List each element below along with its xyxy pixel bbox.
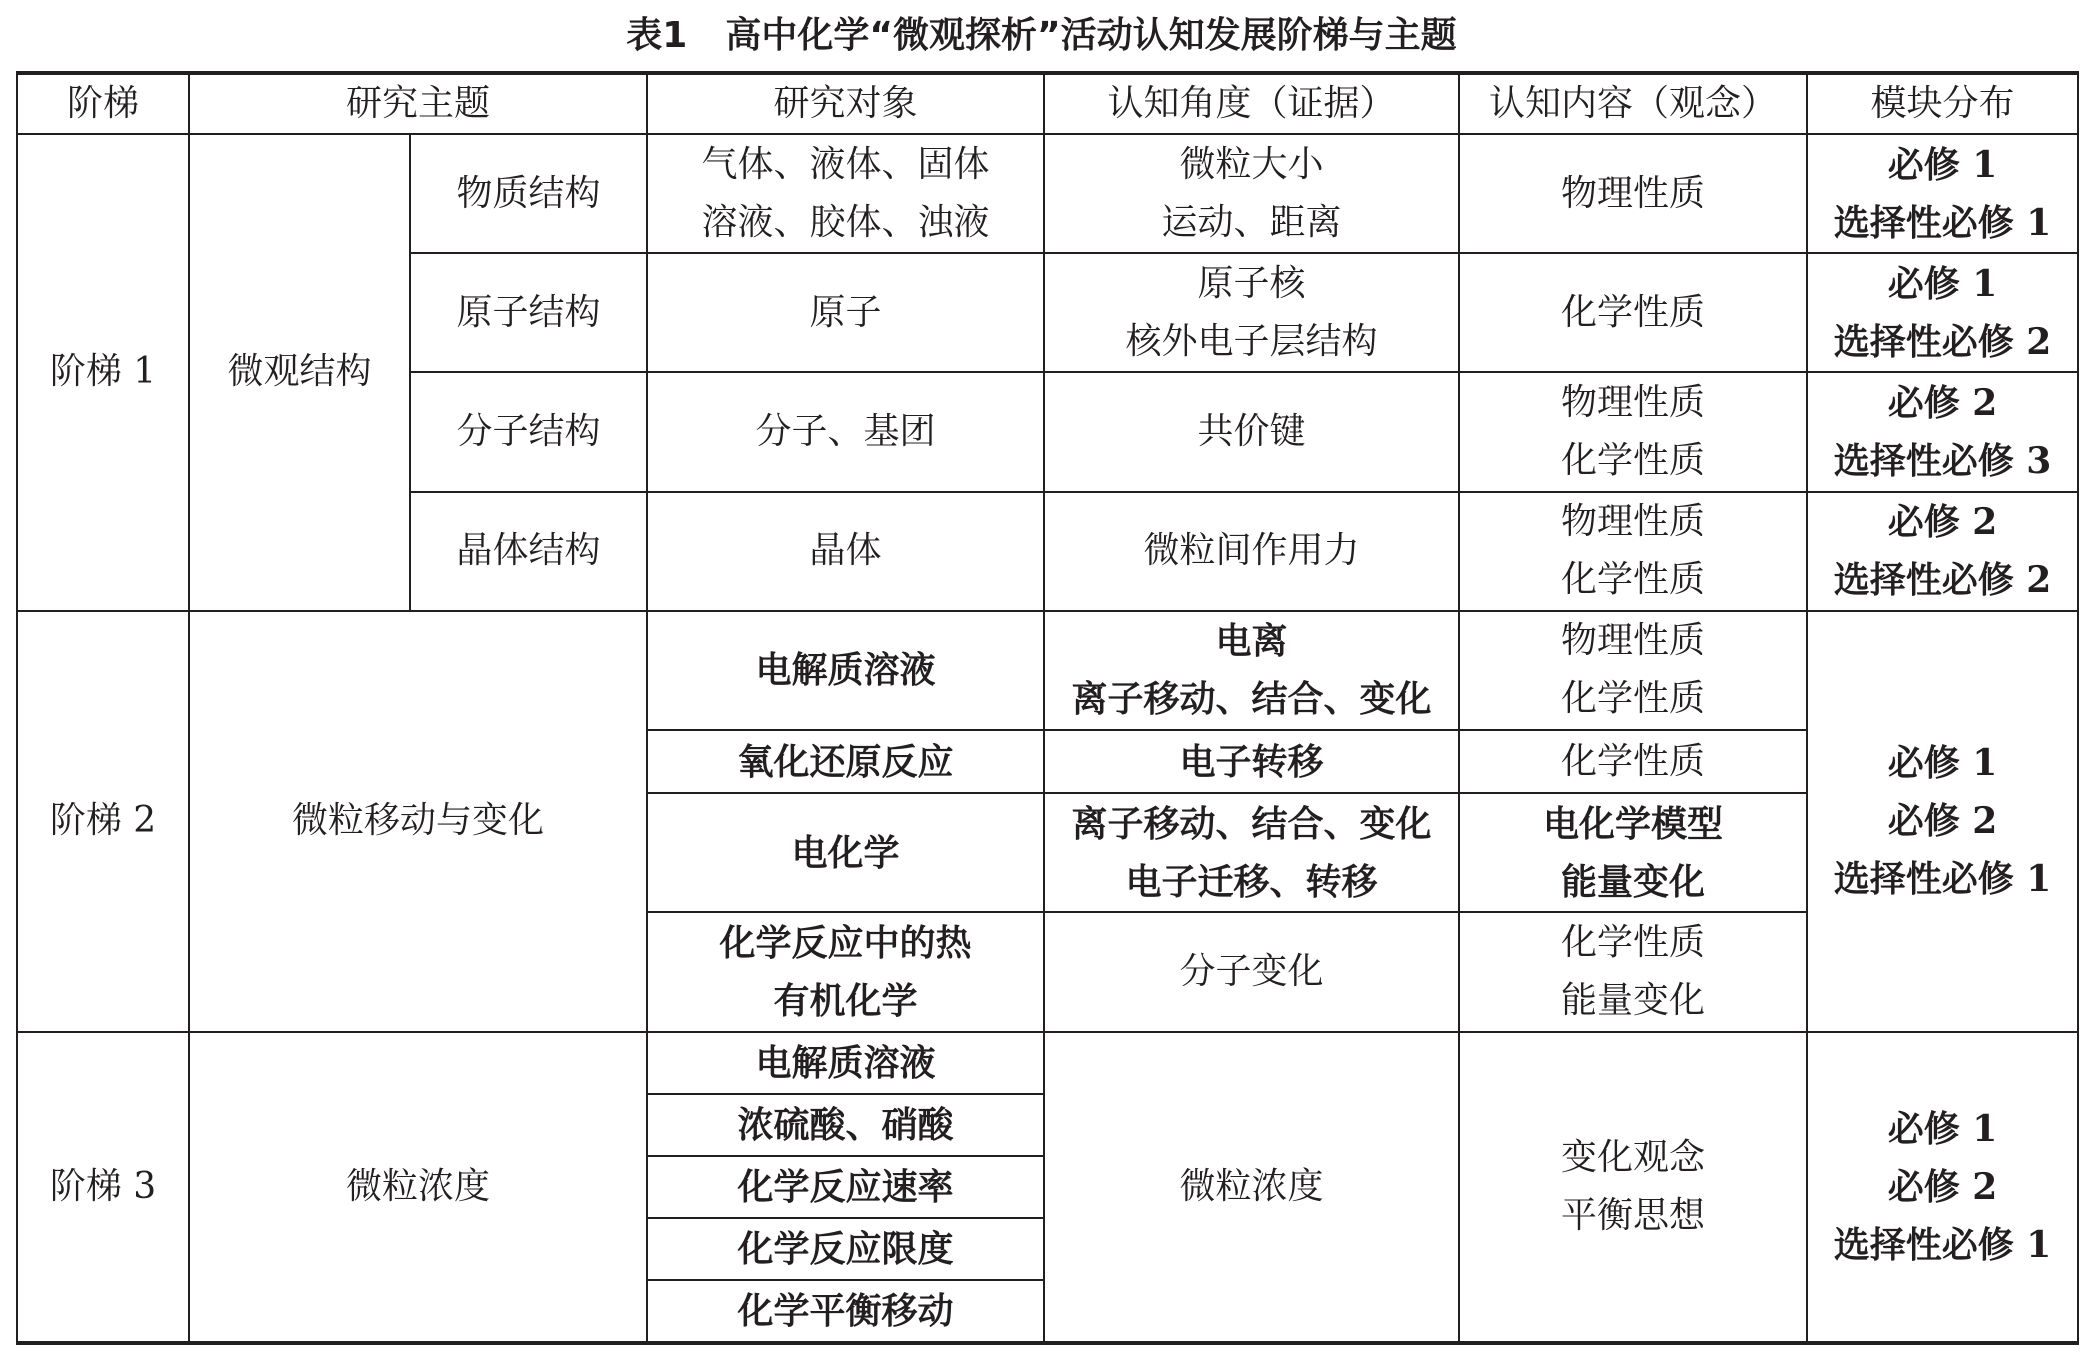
angle-cell <box>1044 492 1459 611</box>
module-line: 必修 1 <box>1887 1107 1998 1150</box>
module-line: 必修 1 <box>1887 262 1998 305</box>
content-line: 化学性质 <box>1561 740 1706 782</box>
ladder-label: 阶梯 2 <box>17 611 189 1032</box>
object-line: 有机化学 <box>773 979 918 1022</box>
module-line: 必修 2 <box>1887 800 1998 843</box>
object-line: 氧化还原反应 <box>737 740 954 783</box>
header-module: 模块分布 <box>1807 73 2078 134</box>
subtopic-cell: 物质结构 <box>410 134 647 253</box>
angle-cell <box>1044 730 1459 793</box>
module-cell <box>1807 372 2078 491</box>
module-line: 必修 2 <box>1887 382 1998 425</box>
angle-cell <box>1044 134 1459 253</box>
object-line: 气体、液体、固体 <box>701 143 990 185</box>
angle-line: 电子转移 <box>1179 740 1324 783</box>
header-topic: 研究主题 <box>189 73 647 134</box>
module-line: 必修 2 <box>1887 501 1998 544</box>
angle-line: 微粒间作用力 <box>1143 530 1360 572</box>
content-line: 化学性质 <box>1561 440 1706 482</box>
angle-line: 离子移动、结合、变化 <box>1071 678 1432 721</box>
module-line: 必修 2 <box>1887 1165 1998 1208</box>
object-cell: 化学反应限度 <box>647 1218 1044 1280</box>
object-cell <box>647 372 1044 491</box>
content-cell <box>1459 912 1807 1031</box>
content-cell <box>1459 372 1807 491</box>
content-cell <box>1459 611 1807 730</box>
content-cell <box>1459 492 1807 611</box>
object-cell <box>647 730 1044 793</box>
angle-line: 离子移动、结合、变化 <box>1071 802 1432 845</box>
object-cell <box>647 492 1044 611</box>
object-cell <box>647 611 1044 730</box>
angle-cell <box>1044 611 1459 730</box>
object-line: 电化学 <box>791 831 900 874</box>
object-line: 电解质溶液 <box>755 649 936 692</box>
angle-cell <box>1044 372 1459 491</box>
ladder-label: 阶梯 1 <box>17 134 189 611</box>
content-cell <box>1459 134 1807 253</box>
angle-line: 电子迁移、转移 <box>1125 860 1378 903</box>
table-caption <box>0 12 2083 60</box>
ladder-table <box>16 71 2079 1345</box>
header-object: 研究对象 <box>647 73 1044 134</box>
object-cell <box>647 793 1044 912</box>
module-cell <box>1807 492 2078 611</box>
angle-line: 共价键 <box>1197 411 1306 453</box>
header-angle: 认知角度（证据） <box>1044 73 1459 134</box>
module-cell <box>1807 1032 2078 1344</box>
object-cell: 电解质溶液 <box>647 1032 1044 1094</box>
angle-cell <box>1044 912 1459 1031</box>
content-line: 能量变化 <box>1561 979 1706 1021</box>
object-line: 溶液、胶体、浊液 <box>701 201 990 243</box>
content-line: 物理性质 <box>1561 172 1706 214</box>
content-line: 物理性质 <box>1561 501 1706 543</box>
content-line: 化学性质 <box>1561 921 1706 963</box>
content-line: 电化学模型 <box>1543 802 1724 845</box>
header-row <box>17 73 2078 134</box>
content-line: 化学性质 <box>1561 559 1706 601</box>
table-row <box>17 134 2078 253</box>
angle-cell: 微粒浓度 <box>1044 1032 1459 1344</box>
object-cell <box>647 253 1044 372</box>
content-line: 化学性质 <box>1561 291 1706 333</box>
object-line: 晶体 <box>809 530 882 572</box>
object-line: 化学反应中的热 <box>719 921 972 964</box>
content-line: 平衡思想 <box>1561 1194 1706 1236</box>
object-cell <box>647 912 1044 1031</box>
angle-cell <box>1044 253 1459 372</box>
object-cell <box>647 134 1044 253</box>
content-cell <box>1459 253 1807 372</box>
angle-line: 核外电子层结构 <box>1125 320 1378 362</box>
angle-line: 微粒大小 <box>1179 143 1324 185</box>
table-title: 高中化学“微观探析”活动认知发展阶梯与主题 <box>725 15 1457 56</box>
module-line: 必修 1 <box>1887 742 1998 785</box>
module-line: 选择性必修 1 <box>1833 858 2052 901</box>
topic-cell: 微粒浓度 <box>189 1032 647 1344</box>
topic-cell: 微观结构 <box>189 134 410 611</box>
module-cell <box>1807 611 2078 1032</box>
object-cell: 浓硫酸、硝酸 <box>647 1094 1044 1156</box>
subtopic-cell: 分子结构 <box>410 372 647 491</box>
object-cell: 化学平衡移动 <box>647 1280 1044 1343</box>
content-cell <box>1459 1032 1807 1344</box>
angle-line: 电离 <box>1215 620 1288 663</box>
content-line: 变化观念 <box>1561 1136 1706 1178</box>
header-content: 认知内容（观念） <box>1459 73 1807 134</box>
header-ladder: 阶梯 <box>17 73 189 134</box>
content-cell <box>1459 793 1807 912</box>
module-line: 选择性必修 3 <box>1833 440 2052 483</box>
content-line: 物理性质 <box>1561 620 1706 662</box>
module-line: 选择性必修 2 <box>1833 320 2052 363</box>
angle-line: 原子核 <box>1197 262 1306 304</box>
module-line: 选择性必修 2 <box>1833 559 2052 602</box>
content-cell <box>1459 730 1807 793</box>
module-line: 选择性必修 1 <box>1833 201 2052 244</box>
content-line: 化学性质 <box>1561 678 1706 720</box>
angle-line: 分子变化 <box>1179 950 1324 992</box>
module-cell <box>1807 134 2078 253</box>
module-line: 必修 1 <box>1887 143 1998 186</box>
table-number: 表1 <box>626 15 688 56</box>
angle-line: 运动、距离 <box>1161 201 1342 243</box>
content-line: 能量变化 <box>1561 860 1706 903</box>
module-line: 选择性必修 1 <box>1833 1223 2052 1266</box>
topic-cell: 微粒移动与变化 <box>189 611 647 1032</box>
table-row <box>17 611 2078 730</box>
table-row <box>17 1032 2078 1094</box>
subtopic-cell: 晶体结构 <box>410 492 647 611</box>
module-cell <box>1807 253 2078 372</box>
angle-cell <box>1044 793 1459 912</box>
content-line: 物理性质 <box>1561 382 1706 424</box>
object-line: 分子、基团 <box>755 411 936 453</box>
ladder-label: 阶梯 3 <box>17 1032 189 1344</box>
subtopic-cell: 原子结构 <box>410 253 647 372</box>
object-line: 原子 <box>809 291 882 333</box>
object-cell: 化学反应速率 <box>647 1156 1044 1218</box>
